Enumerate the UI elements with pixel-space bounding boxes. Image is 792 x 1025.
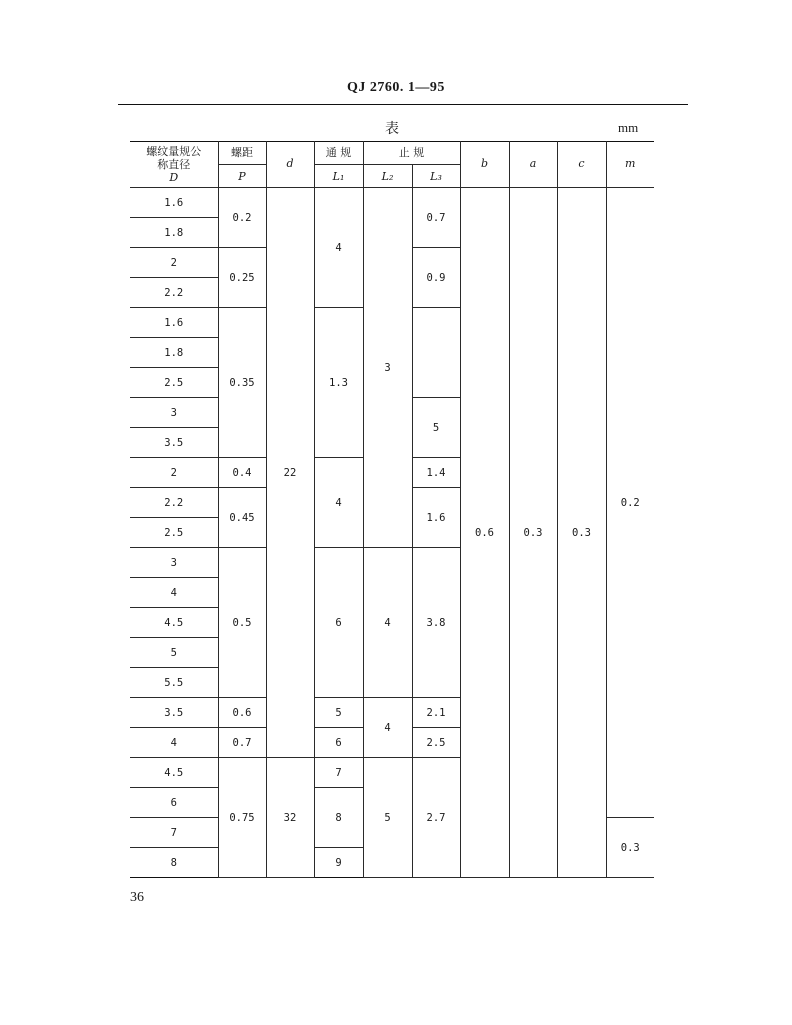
cell-P: 0.2 [218, 188, 266, 248]
header-c: c [557, 142, 606, 188]
header-L3: L₃ [412, 165, 460, 188]
cell-L3: 1.3 [314, 308, 363, 458]
cell-L1: 9 [314, 848, 363, 878]
cell-P: 0.75 [218, 758, 266, 878]
cell-a: 0.3 [509, 188, 557, 878]
cell-P: 0.4 [218, 458, 266, 488]
cell-D: 2.2 [130, 488, 218, 518]
cell-D: 1.6 [130, 188, 218, 218]
cell-b: 0.6 [460, 188, 509, 878]
cell-L1: 5 [412, 398, 460, 458]
cell-L2: 4 [363, 548, 412, 698]
cell-D: 1.8 [130, 218, 218, 248]
cell-L2: 3 [363, 188, 412, 548]
cell-d: 32 [266, 758, 314, 878]
cell-L3: 0.7 [412, 188, 460, 248]
cell-D: 4.5 [130, 758, 218, 788]
cell-c: 0.3 [557, 188, 606, 878]
cell-D: 2 [130, 248, 218, 278]
header-D-symbol: D [169, 171, 179, 184]
header-b: b [460, 142, 509, 188]
cell-P: 0.45 [218, 488, 266, 548]
cell-D: 2.2 [130, 278, 218, 308]
header-go-gauge: 通 规 [314, 142, 363, 165]
unit-label: mm [618, 120, 639, 135]
cell-P: 0.7 [218, 728, 266, 758]
cell-D: 6 [130, 788, 218, 818]
cell-m: 0.3 [606, 818, 654, 878]
cell-L3: 3.8 [412, 548, 460, 698]
cell-L1: 8 [314, 788, 363, 848]
cell-D: 5.5 [130, 668, 218, 698]
cell-D: 2.5 [130, 518, 218, 548]
cell-d: 22 [266, 188, 314, 758]
cell-D: 2.5 [130, 368, 218, 398]
cell-P: 0.5 [218, 548, 266, 698]
cell-L1: 6 [314, 728, 363, 758]
cell-D: 3 [130, 548, 218, 578]
header-P-symbol: P [218, 165, 266, 188]
cell-L3: 0.9 [412, 248, 460, 308]
header-row-1 [130, 142, 654, 165]
cell-L3: 2.5 [412, 728, 460, 758]
cell-D: 7 [130, 818, 218, 848]
page-number: 36 [130, 890, 144, 905]
header-P-label: 螺距 [218, 142, 266, 165]
cell-D: 4.5 [130, 608, 218, 638]
header-D [130, 142, 218, 188]
cell-D: 3.5 [130, 428, 218, 458]
cell-L1: 6 [314, 548, 363, 698]
document-code: QJ 2760. 1—95 [347, 80, 445, 95]
cell-D: 2 [130, 458, 218, 488]
cell-L3: 2.1 [412, 698, 460, 728]
gauge-dimension-table [130, 141, 654, 878]
table-title: 表 [385, 121, 399, 137]
cell-L1: 4 [314, 458, 363, 548]
table-row [130, 188, 654, 218]
header-nogo-gauge: 止 规 [363, 142, 460, 165]
header-L2: L₂ [363, 165, 412, 188]
header-a: a [509, 142, 557, 188]
cell-D: 1.6 [130, 308, 218, 338]
cell-L3: 1.4 [412, 458, 460, 488]
cell-L2: 4 [363, 698, 412, 758]
header-d: d [266, 142, 314, 188]
cell-D: 8 [130, 848, 218, 878]
cell-P: 0.35 [218, 308, 266, 458]
cell-L2: 5 [363, 758, 412, 878]
header-L1: L₁ [314, 165, 363, 188]
cell-L3: 1.6 [412, 488, 460, 548]
cell-L1: 5 [314, 698, 363, 728]
header-rule [118, 104, 688, 105]
cell-D: 5 [130, 638, 218, 668]
cell-D: 4 [130, 728, 218, 758]
cell-D: 3 [130, 398, 218, 428]
header-m: m [606, 142, 654, 188]
cell-P: 0.6 [218, 698, 266, 728]
cell-P: 0.25 [218, 248, 266, 308]
header-D-label: 螺纹量规公称直径 [146, 145, 202, 171]
cell-L1: 4 [314, 188, 363, 308]
cell-D: 4 [130, 578, 218, 608]
cell-D: 3.5 [130, 698, 218, 728]
cell-L1: 7 [314, 758, 363, 788]
cell-m: 0.2 [606, 188, 654, 818]
cell-L3: 2.7 [412, 758, 460, 878]
cell-D: 1.8 [130, 338, 218, 368]
